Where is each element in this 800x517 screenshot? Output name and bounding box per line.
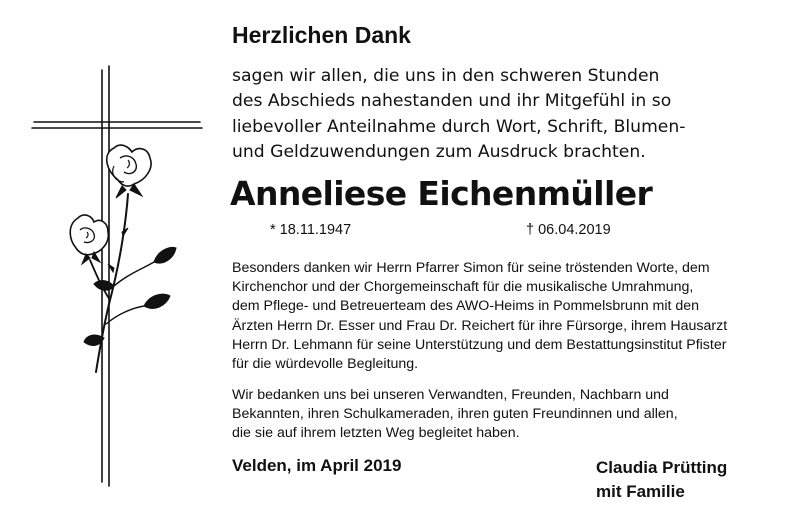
thanks-paragraph-1 <box>232 259 727 374</box>
intro-line: liebevoller Anteilnahme durch Wort, Schrift, Blumen- <box>232 116 686 137</box>
paragraph-line: die sie auf ihrem letzten Weg begleitet haben. <box>232 425 520 442</box>
intro-line: und Geldzuwendungen zum Ausdruck brachten. <box>232 141 646 162</box>
paragraph-line: Ärzten Herrn Dr. Esser und Frau Dr. Reichert für ihre Fürsorge, ihrem Hausarzt <box>232 317 728 334</box>
paragraph-line: Herrn Dr. Lehmann für seine Unterstützung und dem Bestattungsinstitut Pfister <box>232 336 727 353</box>
intro-text <box>232 64 772 165</box>
paragraph-line: dem Pflege- und Betreuerteam des AWO-Heims in Pommelsbrunn mit den <box>232 298 700 315</box>
signature <box>596 456 727 504</box>
intro-line: sagen wir allen, die uns in den schweren Stunden <box>232 66 660 86</box>
thanks-paragraph-2 <box>232 386 678 444</box>
intro-line: des Abschieds nahestanden und ihr Mitgefühl in so <box>232 91 672 112</box>
signature-line: Claudia Prütting <box>596 458 728 477</box>
paragraph-line: Wir bedanken uns bei unseren Verwandten, Freunden, Nachbarn und <box>232 387 669 403</box>
paragraph-line: Besonders danken wir Herrn Pfarrer Simon für seine tröstenden Worte, dem <box>232 260 710 276</box>
paragraph-line: für die würdevolle Begleitung. <box>232 356 419 373</box>
paragraph-line: Bekannten, ihren Schulkameraden, ihren guten Freundinnen und allen, <box>232 406 678 423</box>
birth-date: * 18.11.1947 <box>270 222 352 238</box>
signature-line: mit Familie <box>596 482 685 501</box>
paragraph-line: Kirchenchor und der Chorgemeinschaft für die musikalische Umrahmung, <box>232 279 694 296</box>
deceased-name: Anneliese Eichenmüller <box>230 174 653 213</box>
death-date: † 06.04.2019 <box>526 222 611 238</box>
cross-with-rose-icon <box>30 62 210 492</box>
heading-thanks: Herzlichen Dank <box>232 22 411 48</box>
place-and-date: Velden, im April 2019 <box>232 456 402 475</box>
